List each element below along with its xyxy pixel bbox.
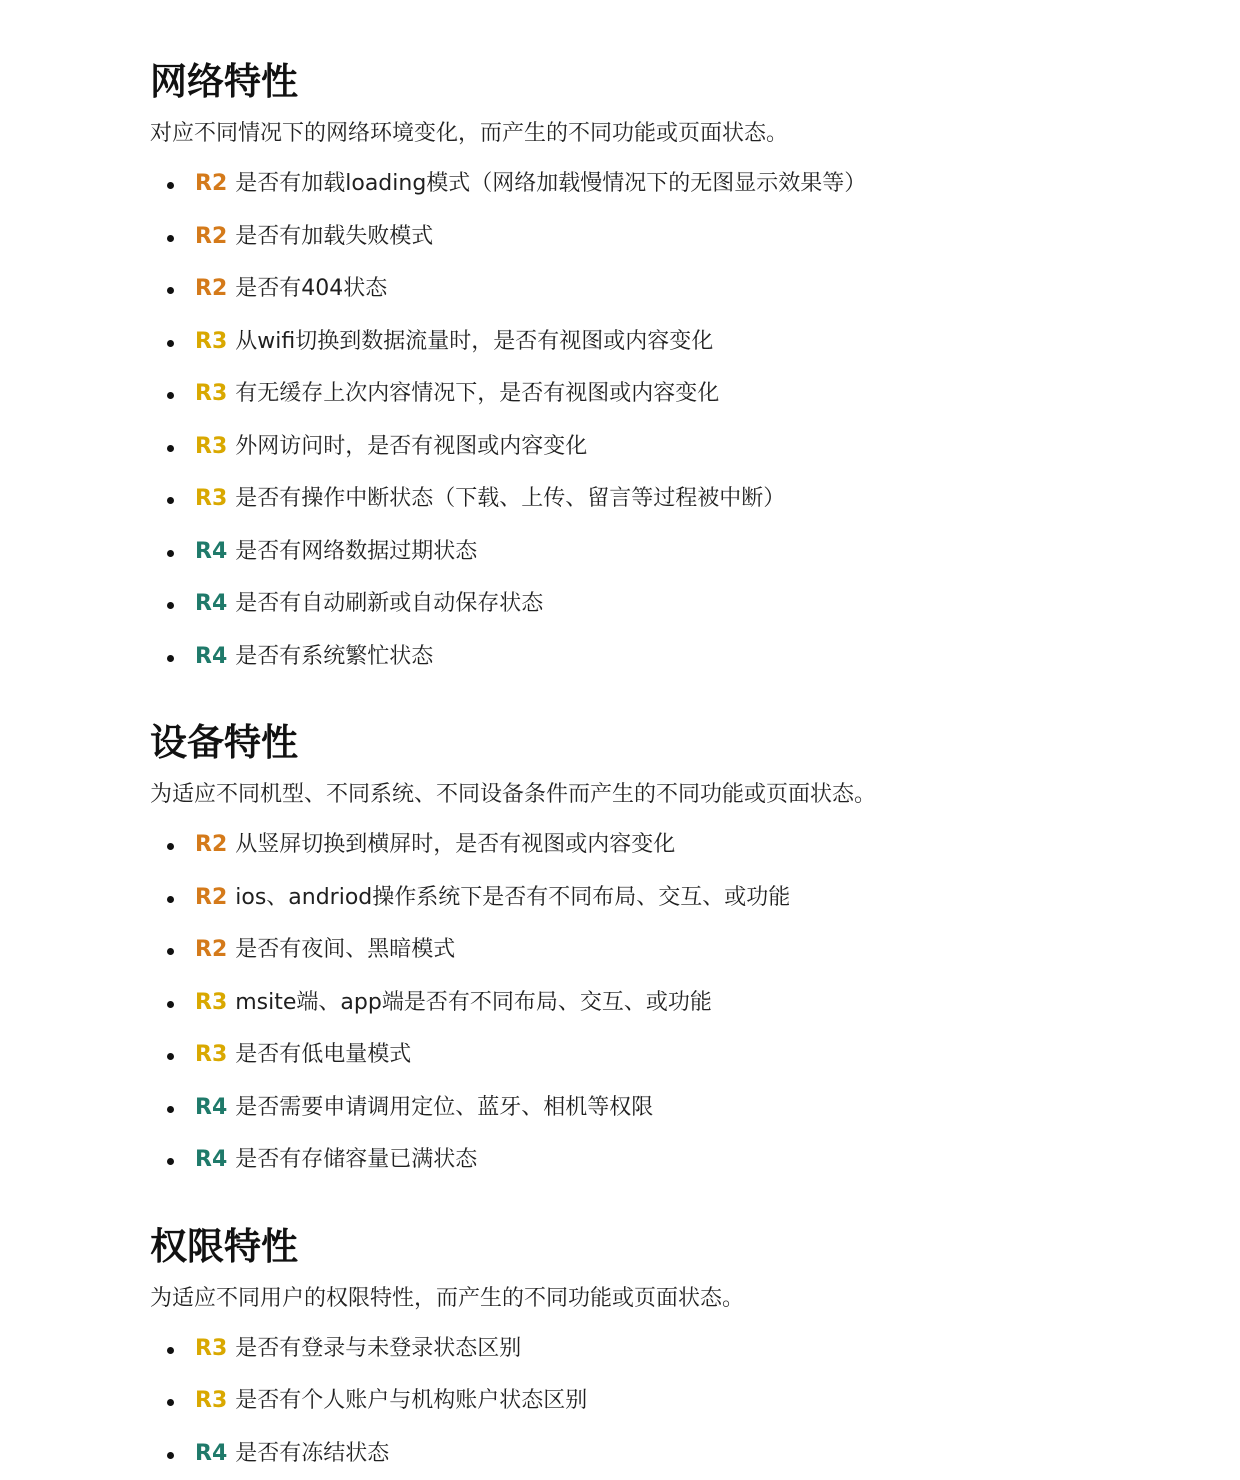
- bullet-icon: [167, 497, 174, 504]
- item-text: 从wifi切换到数据流量时，是否有视图或内容变化: [235, 329, 713, 354]
- list-item: [150, 1323, 1240, 1376]
- bullet-icon: [167, 1053, 174, 1060]
- section-title: 设备特性: [150, 715, 1240, 771]
- priority-tag: R3: [195, 1388, 227, 1413]
- priority-tag: R4: [195, 644, 227, 669]
- bullet-icon: [167, 948, 174, 955]
- list-item: [150, 368, 1240, 421]
- section-description: 为适应不同用户的权限特性，而产生的不同功能或页面状态。: [150, 1275, 1240, 1323]
- section-device: [150, 715, 1240, 1187]
- bullet-icon: [167, 1347, 174, 1354]
- priority-tag: R4: [195, 539, 227, 564]
- bullet-icon: [167, 1452, 174, 1459]
- bullet-icon: [167, 843, 174, 850]
- section-title: 网络特性: [150, 54, 1240, 110]
- bullet-icon: [167, 1158, 174, 1165]
- item-text: 是否有夜间、黑暗模式: [235, 937, 455, 962]
- section-network: [150, 54, 1240, 683]
- item-text: 有无缓存上次内容情况下，是否有视图或内容变化: [235, 381, 719, 406]
- bullet-icon: [167, 896, 174, 903]
- list-item: [150, 526, 1240, 579]
- checklist: [150, 1323, 1240, 1480]
- priority-tag: R2: [195, 885, 227, 910]
- list-item: [150, 211, 1240, 264]
- checklist: [150, 158, 1240, 683]
- list-item: [150, 631, 1240, 684]
- item-text: 是否有自动刷新或自动保存状态: [235, 591, 543, 616]
- list-item: [150, 1428, 1240, 1480]
- priority-tag: R4: [195, 1147, 227, 1172]
- bullet-icon: [167, 602, 174, 609]
- item-text: 外网访问时，是否有视图或内容变化: [235, 434, 587, 459]
- list-item: [150, 924, 1240, 977]
- bullet-icon: [167, 1106, 174, 1113]
- item-text: 是否有登录与未登录状态区别: [235, 1336, 521, 1361]
- bullet-icon: [167, 1399, 174, 1406]
- list-item: [150, 473, 1240, 526]
- item-text: 是否有系统繁忙状态: [235, 644, 433, 669]
- priority-tag: R2: [195, 937, 227, 962]
- priority-tag: R4: [195, 1441, 227, 1466]
- item-text: 是否有个人账户与机构账户状态区别: [235, 1388, 587, 1413]
- section-description: 为适应不同机型、不同系统、不同设备条件而产生的不同功能或页面状态。: [150, 771, 1240, 819]
- list-item: [150, 578, 1240, 631]
- priority-tag: R3: [195, 1336, 227, 1361]
- item-text: ios、andriod操作系统下是否有不同布局、交互、或功能: [235, 885, 790, 910]
- bullet-icon: [167, 1001, 174, 1008]
- list-item: [150, 1029, 1240, 1082]
- item-text: 是否有404状态: [235, 276, 387, 301]
- item-text: msite端、app端是否有不同布局、交互、或功能: [235, 990, 712, 1015]
- bullet-icon: [167, 235, 174, 242]
- list-item: [150, 263, 1240, 316]
- item-text: 是否有冻结状态: [235, 1441, 389, 1466]
- list-item: [150, 1134, 1240, 1187]
- bullet-icon: [167, 655, 174, 662]
- bullet-icon: [167, 550, 174, 557]
- priority-tag: R3: [195, 329, 227, 354]
- item-text: 是否有加载失败模式: [235, 224, 433, 249]
- item-text: 是否有网络数据过期状态: [235, 539, 477, 564]
- bullet-icon: [167, 340, 174, 347]
- list-item: [150, 1082, 1240, 1135]
- item-text: 是否有低电量模式: [235, 1042, 411, 1067]
- item-text: 是否有存储容量已满状态: [235, 1147, 477, 1172]
- bullet-icon: [167, 287, 174, 294]
- item-text: 是否有加载loading模式（网络加载慢情况下的无图显示效果等）: [235, 171, 866, 196]
- item-text: 从竖屏切换到横屏时，是否有视图或内容变化: [235, 832, 675, 857]
- section-description: 对应不同情况下的网络环境变化，而产生的不同功能或页面状态。: [150, 110, 1240, 158]
- bullet-icon: [167, 445, 174, 452]
- priority-tag: R4: [195, 1095, 227, 1120]
- priority-tag: R3: [195, 1042, 227, 1067]
- priority-tag: R2: [195, 171, 227, 196]
- list-item: [150, 819, 1240, 872]
- list-item: [150, 316, 1240, 369]
- section-permission: [150, 1219, 1240, 1480]
- priority-tag: R2: [195, 276, 227, 301]
- bullet-icon: [167, 182, 174, 189]
- item-text: 是否需要申请调用定位、蓝牙、相机等权限: [235, 1095, 653, 1120]
- item-text: 是否有操作中断状态（下载、上传、留言等过程被中断）: [235, 486, 785, 511]
- priority-tag: R3: [195, 486, 227, 511]
- priority-tag: R2: [195, 224, 227, 249]
- priority-tag: R2: [195, 832, 227, 857]
- list-item: [150, 421, 1240, 474]
- priority-tag: R3: [195, 381, 227, 406]
- section-title: 权限特性: [150, 1219, 1240, 1275]
- checklist: [150, 819, 1240, 1187]
- list-item: [150, 158, 1240, 211]
- bullet-icon: [167, 392, 174, 399]
- priority-tag: R3: [195, 990, 227, 1015]
- list-item: [150, 977, 1240, 1030]
- priority-tag: R3: [195, 434, 227, 459]
- priority-tag: R4: [195, 591, 227, 616]
- list-item: [150, 872, 1240, 925]
- list-item: [150, 1375, 1240, 1428]
